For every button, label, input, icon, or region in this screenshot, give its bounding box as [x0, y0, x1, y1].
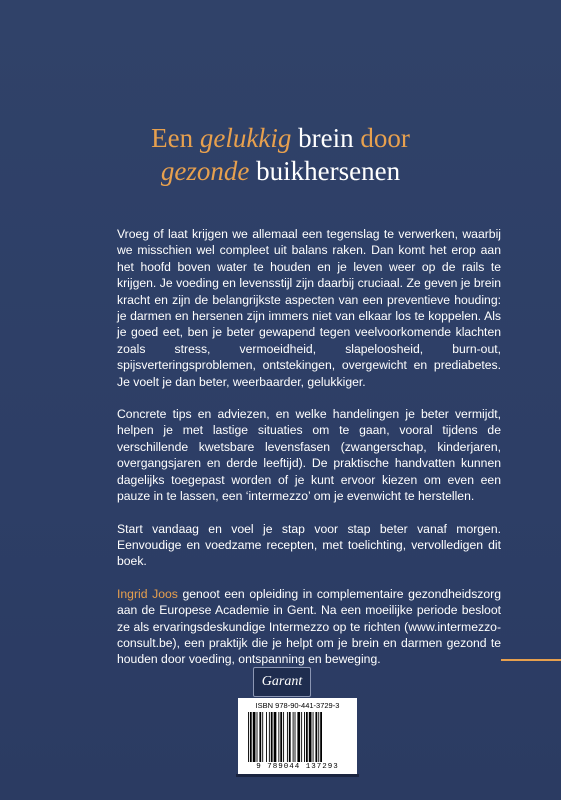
barcode-number: 9 789044 137293 [256, 763, 339, 771]
title-word-3: brein [298, 123, 354, 153]
blurb-paragraph-2: Concrete tips en adviezen, en welke handelingen je beter vermijdt, helpen je met lastige situaties om te gaan, vooral tijdens de verschillende kwetsbare levensfasen (zwangerschap, kinderjaren, overgangsjaren en derde leeftijd). De praktische handvatten kunnen dagelijks toegepast worden of je kunt ervoor kiezen om even een pauze in te lassen, een ‘intermezzo’ om je evenwicht te herstellen. [117, 407, 501, 504]
publisher-logo: Garant [253, 667, 311, 697]
isbn-barcode-box [238, 698, 357, 774]
title-word-6: buikhersenen [256, 156, 401, 186]
title-word-2: gelukkig [199, 123, 292, 153]
title-word-4: door [360, 123, 410, 153]
blurb-paragraph-3: Start vandaag en voel je stap voor stap beter vanaf morgen. Eenvoudige en voedzame recepten, met toelichting, vervolledigen dit boek. [117, 521, 501, 569]
barcode-icon [246, 712, 349, 762]
barcode-shadow [236, 774, 359, 777]
author-name: Ingrid Joos [117, 586, 178, 601]
author-bio-text: genoot een opleiding in complementaire gezondheidszorg aan de Europese Academie in Gent. Na een moeilijke periode besloot ze als ervaringsdeskundige Intermezzo op te richten (www.intermezzo-consult.be), een praktijk die je helpt om je brein en darmen gezond te houden door voeding, ontspanning en beweging. [117, 586, 501, 667]
author-bio [117, 586, 501, 668]
isbn-text: ISBN 978-90-441-3729-3 [255, 701, 340, 710]
title-word-5: gezonde [160, 156, 250, 186]
blurb [117, 226, 501, 684]
accent-rule [501, 659, 561, 661]
blurb-paragraph-1: Vroeg of laat krijgen we allemaal een tegenslag te verwerken, waarbij we misschien wel compleet uit balans raken. Dan komt het erop aan het hoofd boven water te houden en je leven weer op de rails te krijgen. Je voeding en levensstijl zijn daarbij cruciaal. Ze geven je brein kracht en zijn de belangrijkste aspecten van een preventieve houding: je darmen en hersenen zijn immers niet van elkaar los te koppelen. Als je goed eet, ben je beter gewapend tegen veelvoorkomende klachten zoals stress, vermoeidheid, slapeloosheid, burn-out, spijsverteringsproblemen, ontstekingen, overgewicht en prediabetes. Je voelt je dan beter, weerbaarder, gelukkiger. [117, 227, 501, 389]
cover-title [0, 122, 561, 188]
title-word-1: Een [151, 123, 194, 153]
